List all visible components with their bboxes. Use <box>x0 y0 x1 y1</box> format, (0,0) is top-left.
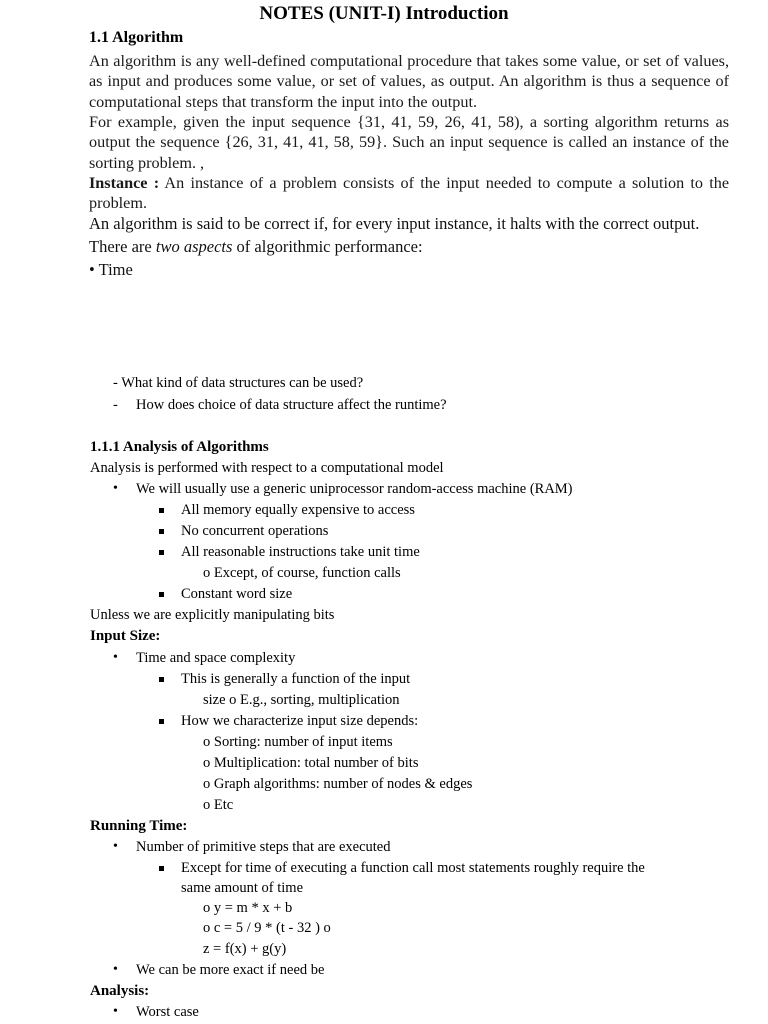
section-heading-algorithm: 1.1 Algorithm <box>89 29 184 46</box>
square-bullet <box>159 550 164 555</box>
input-size-bullet: Time and space complexity <box>136 650 296 666</box>
input-size-sub-2: How we characterize input size depends: <box>181 713 419 729</box>
input-size-sub-1-cont: size o E.g., sorting, multiplication <box>203 692 400 708</box>
equation-3: z = f(x) + g(y) <box>203 941 287 957</box>
paragraph-aspects <box>89 237 423 257</box>
bullet-dot: • <box>113 650 118 665</box>
ram-bullet: We will usually use a generic uniprocessor random-access machine (RAM) <box>136 481 573 497</box>
paragraph-example: For example, given the input sequence {31, 41, 59, 26, 41, 58), a sorting algorithm returns as output the sequence {26, 31, 41, 41, 58, 59}. Such an input sequence is called an instance of the sorting problem. , <box>89 113 729 172</box>
running-time-sub-1: Except for time of executing a function call most statements roughly require the <box>181 860 645 876</box>
running-time-bullet: Number of primitive steps that are executed <box>136 839 391 855</box>
square-bullet <box>159 529 164 534</box>
running-time-heading: Running Time: <box>90 818 188 834</box>
input-size-o-1: o Sorting: number of input items <box>203 734 393 750</box>
analysis-heading: Analysis: <box>90 983 150 999</box>
bullet-dot: • <box>113 962 118 977</box>
square-bullet <box>159 508 164 513</box>
bullet-dot: • <box>113 481 118 496</box>
input-size-o-3: o Graph algorithms: number of nodes & edges <box>203 776 473 792</box>
input-size-o-2: o Multiplication: total number of bits <box>203 755 419 771</box>
ram-sub-3: All reasonable instructions take unit time <box>181 544 420 560</box>
ram-sub-1: All memory equally expensive to access <box>181 502 415 518</box>
square-bullet <box>159 719 164 724</box>
aspects-emphasis: two aspects <box>155 237 233 256</box>
input-size-sub-1: This is generally a function of the input <box>181 671 411 687</box>
analysis-intro: Analysis is performed with respect to a computational model <box>90 460 444 476</box>
bullet-dot: • <box>113 1004 118 1019</box>
equation-2: o c = 5 / 9 * (t - 32 ) o <box>203 920 331 936</box>
aspects-pre: There are <box>89 237 156 256</box>
running-time-sub-1-cont: same amount of time <box>181 880 304 896</box>
ram-sub-4: Constant word size <box>181 586 293 602</box>
paragraph-correctness: An algorithm is said to be correct if, for every input instance, it halts with the correct output. <box>89 214 700 233</box>
section-heading-analysis: 1.1.1 Analysis of Algorithms <box>90 439 269 455</box>
square-bullet <box>159 866 164 871</box>
ram-sub-3-note: o Except, of course, function calls <box>203 565 401 581</box>
unless-line: Unless we are explicitly manipulating bits <box>90 607 335 623</box>
paragraph-definition: An algorithm is any well-defined computational procedure that takes some value, or set of values, as input and produces some value, or set of values, as output. An algorithm is thus a sequence of computational steps that transform the input into the output. <box>89 52 729 111</box>
instance-text: An instance of a problem consists of the input needed to compute a solution to the problem. <box>89 174 729 213</box>
instance-label: Instance : <box>89 174 160 192</box>
equation-1: o y = m * x + b <box>203 900 293 916</box>
worst-case-bullet: Worst case <box>136 1004 199 1020</box>
running-time-bullet-2: We can be more exact if need be <box>136 962 325 978</box>
square-bullet <box>159 592 164 597</box>
bullet-time: • Time <box>89 260 133 279</box>
ram-sub-2: No concurrent operations <box>181 523 329 539</box>
question-data-structures: - What kind of data structures can be used? <box>113 375 364 391</box>
input-size-etc: o Etc <box>203 797 234 813</box>
paragraph-instance <box>89 173 729 214</box>
input-size-heading: Input Size: <box>90 628 161 644</box>
page-title: NOTES (UNIT-I) Introduction <box>259 3 509 24</box>
aspects-post: of algorithmic performance: <box>232 237 423 256</box>
question-runtime: How does choice of data structure affect the runtime? <box>136 397 447 413</box>
question-dash: - <box>113 397 118 413</box>
bullet-dot: • <box>113 839 118 854</box>
square-bullet <box>159 677 164 682</box>
